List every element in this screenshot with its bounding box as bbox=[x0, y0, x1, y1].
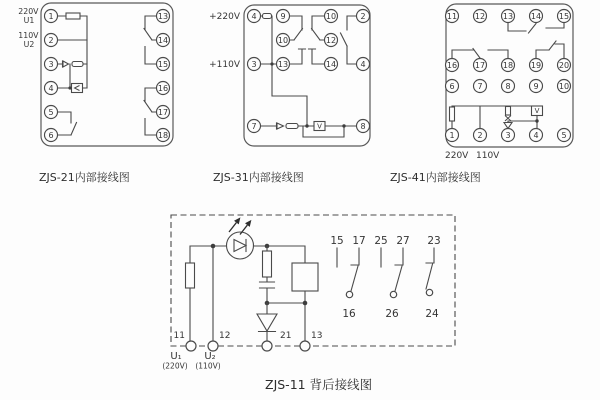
contact-17 bbox=[351, 248, 359, 265]
contact-blade bbox=[341, 33, 348, 46]
svg-text:18: 18 bbox=[157, 130, 169, 140]
terminal-7 bbox=[248, 120, 261, 133]
junction-dot bbox=[68, 86, 71, 89]
terminal-9 bbox=[277, 10, 290, 23]
voltage-element-label: V bbox=[317, 122, 322, 131]
contact-5-6 bbox=[58, 112, 72, 135]
capacitor bbox=[260, 282, 275, 288]
svg-text:13: 13 bbox=[277, 59, 289, 69]
zjs31-panel bbox=[209, 5, 370, 184]
svg-text:4: 4 bbox=[48, 83, 54, 93]
contact-blade bbox=[351, 266, 358, 291]
contact-point-24 bbox=[426, 289, 432, 295]
terminal-19 bbox=[530, 59, 543, 72]
svg-text:14: 14 bbox=[157, 35, 169, 45]
svg-text:16: 16 bbox=[446, 60, 458, 70]
resistor bbox=[186, 263, 195, 288]
svg-text:4: 4 bbox=[533, 130, 539, 140]
terminal-14 bbox=[325, 58, 338, 71]
junction-dot bbox=[305, 124, 308, 127]
svg-text:4: 4 bbox=[360, 59, 366, 69]
terminal-15 bbox=[157, 58, 170, 71]
terminal-5 bbox=[45, 106, 58, 119]
zjs21-case-outline bbox=[41, 3, 173, 146]
diode bbox=[63, 61, 69, 67]
svg-text:3: 3 bbox=[251, 59, 257, 69]
resistor bbox=[263, 14, 272, 19]
terminal-5 bbox=[558, 129, 571, 142]
resistor bbox=[506, 107, 511, 116]
junction-dot bbox=[270, 62, 273, 65]
terminal-2 bbox=[474, 129, 487, 142]
zjs21-terminals bbox=[45, 10, 170, 142]
terminal-label-11: 11 bbox=[173, 331, 185, 341]
svg-text:9: 9 bbox=[280, 11, 286, 21]
contact-blade bbox=[312, 29, 321, 41]
zjs21-label-110v: 110V bbox=[18, 31, 39, 40]
terminal-2 bbox=[45, 34, 58, 47]
terminal-13 bbox=[502, 10, 515, 23]
terminal-20 bbox=[558, 59, 571, 72]
svg-text:20: 20 bbox=[558, 60, 570, 70]
svg-text:12: 12 bbox=[474, 11, 486, 21]
terminal-14 bbox=[530, 10, 543, 23]
zjs21-label-u1: U1 bbox=[23, 16, 35, 25]
terminal-12 bbox=[208, 341, 218, 351]
zjs31-title: ZJS-31内部接线图 bbox=[213, 171, 304, 184]
junction-dot bbox=[303, 301, 308, 306]
voltage-element-label: V bbox=[534, 107, 540, 115]
contact-blade bbox=[294, 29, 303, 41]
svg-text:14: 14 bbox=[325, 59, 337, 69]
zjs31-terminals bbox=[248, 10, 370, 133]
contact-blade bbox=[144, 101, 152, 113]
svg-text:10: 10 bbox=[277, 35, 289, 45]
diode bbox=[257, 314, 277, 331]
resistor bbox=[286, 124, 298, 129]
svg-text:11: 11 bbox=[446, 11, 458, 21]
svg-text:6: 6 bbox=[48, 130, 54, 140]
svg-text:9: 9 bbox=[533, 81, 539, 91]
zjs21-label-u2: U2 bbox=[23, 40, 35, 49]
terminal-6 bbox=[45, 129, 58, 142]
contact-19-20 bbox=[536, 44, 564, 59]
zjs31-input-labels bbox=[209, 12, 241, 70]
zjs11-terminals bbox=[174, 331, 323, 351]
executive-element-box bbox=[72, 84, 83, 93]
diode bbox=[277, 123, 284, 129]
terminal-18 bbox=[157, 129, 170, 142]
junction-dot bbox=[211, 244, 216, 249]
light-emission-arrow bbox=[227, 216, 243, 234]
zjs11-panel bbox=[162, 215, 455, 392]
svg-text:2: 2 bbox=[360, 11, 366, 21]
resistor bbox=[263, 251, 272, 277]
contact-blade bbox=[71, 123, 77, 136]
resistor bbox=[72, 62, 83, 67]
diode-cross-symbol bbox=[505, 116, 511, 122]
terminal-1 bbox=[45, 10, 58, 23]
terminal-4 bbox=[45, 82, 58, 95]
zjs21-label-220v: 220V bbox=[18, 7, 39, 16]
svg-text:17: 17 bbox=[157, 107, 169, 117]
terminal-18 bbox=[502, 59, 515, 72]
contact-27 bbox=[395, 248, 403, 265]
zjs41-wiring bbox=[450, 23, 565, 129]
terminal-14 bbox=[157, 34, 170, 47]
svg-text:2: 2 bbox=[48, 35, 54, 45]
u1-label: U₁ bbox=[170, 351, 182, 362]
contact-23 bbox=[426, 248, 434, 263]
svg-text:19: 19 bbox=[530, 60, 542, 70]
svg-text:1: 1 bbox=[449, 130, 455, 140]
svg-text:18: 18 bbox=[502, 60, 514, 70]
svg-text:4: 4 bbox=[251, 11, 257, 21]
terminal-17 bbox=[157, 106, 170, 119]
terminal-17 bbox=[474, 59, 487, 72]
svg-text:17: 17 bbox=[474, 60, 486, 70]
svg-text:1: 1 bbox=[48, 11, 54, 21]
svg-text:8: 8 bbox=[360, 121, 366, 131]
zjs41-label-220v: 220V bbox=[445, 151, 469, 161]
contact-label-23: 23 bbox=[427, 235, 441, 247]
terminal-7 bbox=[474, 80, 487, 93]
zjs31-label-110v: +110V bbox=[209, 60, 240, 70]
zjs41-title: ZJS-41内部接线图 bbox=[390, 171, 481, 184]
zjs41-label-110v: 110V bbox=[476, 151, 500, 161]
contact-10-12-14 bbox=[309, 16, 325, 64]
svg-text:7: 7 bbox=[251, 121, 257, 131]
u2-voltage: (110V) bbox=[195, 361, 221, 371]
terminal-11 bbox=[446, 10, 459, 23]
contact-label-16: 16 bbox=[342, 308, 356, 320]
svg-text:15: 15 bbox=[157, 59, 169, 69]
u2-label: U₂ bbox=[204, 351, 216, 362]
diode bbox=[504, 123, 512, 129]
svg-text:10: 10 bbox=[325, 11, 337, 21]
terminal-13 bbox=[277, 58, 290, 71]
contact-13-14-15 bbox=[145, 16, 157, 64]
svg-text:14: 14 bbox=[530, 11, 542, 21]
terminal-2 bbox=[357, 10, 370, 23]
zjs41-voltage-labels bbox=[445, 151, 500, 161]
svg-text:7: 7 bbox=[477, 81, 483, 91]
terminal-15 bbox=[558, 10, 571, 23]
terminal-3 bbox=[502, 129, 515, 142]
terminal-4-right bbox=[357, 58, 370, 71]
zjs11-wiring bbox=[186, 216, 319, 341]
terminal-16 bbox=[157, 82, 170, 95]
contact-label-24: 24 bbox=[425, 308, 439, 320]
terminal-8 bbox=[357, 120, 370, 133]
terminal-3 bbox=[45, 58, 58, 71]
terminal-3 bbox=[248, 58, 261, 71]
terminal-4-left bbox=[248, 10, 261, 23]
terminal-10a bbox=[277, 34, 290, 47]
zjs31-label-220v: +220V bbox=[209, 12, 240, 22]
terminal-12 bbox=[474, 10, 487, 23]
terminal-1 bbox=[446, 129, 459, 142]
svg-text:2: 2 bbox=[477, 130, 483, 140]
zjs31-wiring bbox=[261, 11, 357, 138]
contact-label-15: 15 bbox=[330, 235, 344, 247]
zjs21-wiring bbox=[58, 13, 157, 135]
zjs21-title: ZJS-21内部接线图 bbox=[39, 171, 130, 184]
zjs11-contacts bbox=[330, 235, 440, 320]
u1-voltage: (220V) bbox=[162, 361, 188, 371]
contact-label-26: 26 bbox=[385, 308, 399, 320]
svg-text:16: 16 bbox=[157, 83, 169, 93]
terminal-10 bbox=[558, 80, 571, 93]
svg-text:6: 6 bbox=[449, 81, 455, 91]
contact-blade bbox=[395, 266, 402, 291]
contact-blade bbox=[144, 29, 152, 41]
contact-blade bbox=[473, 49, 480, 59]
zjs11-title: ZJS-11 背后接线图 bbox=[265, 377, 373, 392]
terminal-13 bbox=[157, 10, 170, 23]
terminal-9 bbox=[530, 80, 543, 93]
led-indicator bbox=[227, 232, 254, 259]
terminal-16 bbox=[446, 59, 459, 72]
contact-blade bbox=[426, 264, 433, 289]
relay-coil-box bbox=[292, 263, 318, 291]
svg-text:8: 8 bbox=[505, 81, 511, 91]
terminal-11 bbox=[186, 341, 196, 351]
terminal-6 bbox=[446, 80, 459, 93]
terminal-12 bbox=[325, 34, 338, 47]
terminal-13 bbox=[300, 341, 310, 351]
terminal-label-12: 12 bbox=[219, 331, 231, 341]
svg-text:15: 15 bbox=[558, 11, 570, 21]
svg-text:5: 5 bbox=[561, 130, 567, 140]
contact-blade bbox=[549, 41, 556, 50]
svg-text:13: 13 bbox=[157, 11, 169, 21]
contact-label-27: 27 bbox=[396, 235, 410, 247]
svg-text:12: 12 bbox=[325, 35, 337, 45]
contact-point-26 bbox=[390, 291, 396, 297]
contact-blade bbox=[529, 24, 537, 34]
terminal-10b bbox=[325, 10, 338, 23]
terminal-21 bbox=[262, 341, 272, 351]
terminal-label-13: 13 bbox=[311, 331, 323, 341]
resistor bbox=[66, 13, 80, 19]
zjs11-voltage-labels bbox=[162, 351, 220, 371]
contact-label-17: 17 bbox=[352, 235, 366, 247]
contact-point-16 bbox=[346, 291, 352, 297]
zjs41-panel bbox=[390, 4, 573, 184]
terminal-4 bbox=[530, 129, 543, 142]
junction-dot bbox=[535, 119, 538, 122]
svg-text:3: 3 bbox=[48, 59, 54, 69]
contact-2-4 bbox=[347, 16, 357, 64]
zjs21-panel bbox=[18, 3, 173, 184]
resistor bbox=[450, 107, 455, 121]
svg-text:3: 3 bbox=[505, 130, 511, 140]
terminal-8 bbox=[502, 80, 515, 93]
zjs21-input-labels bbox=[18, 7, 39, 49]
contact-16-17-18 bbox=[145, 88, 157, 135]
svg-text:13: 13 bbox=[502, 11, 514, 21]
svg-text:10: 10 bbox=[558, 81, 570, 91]
contact-label-25: 25 bbox=[374, 235, 388, 247]
contact-9-10-13 bbox=[290, 16, 306, 64]
junction-dot bbox=[342, 124, 345, 127]
terminal-label-21: 21 bbox=[280, 331, 292, 341]
svg-text:5: 5 bbox=[48, 107, 54, 117]
